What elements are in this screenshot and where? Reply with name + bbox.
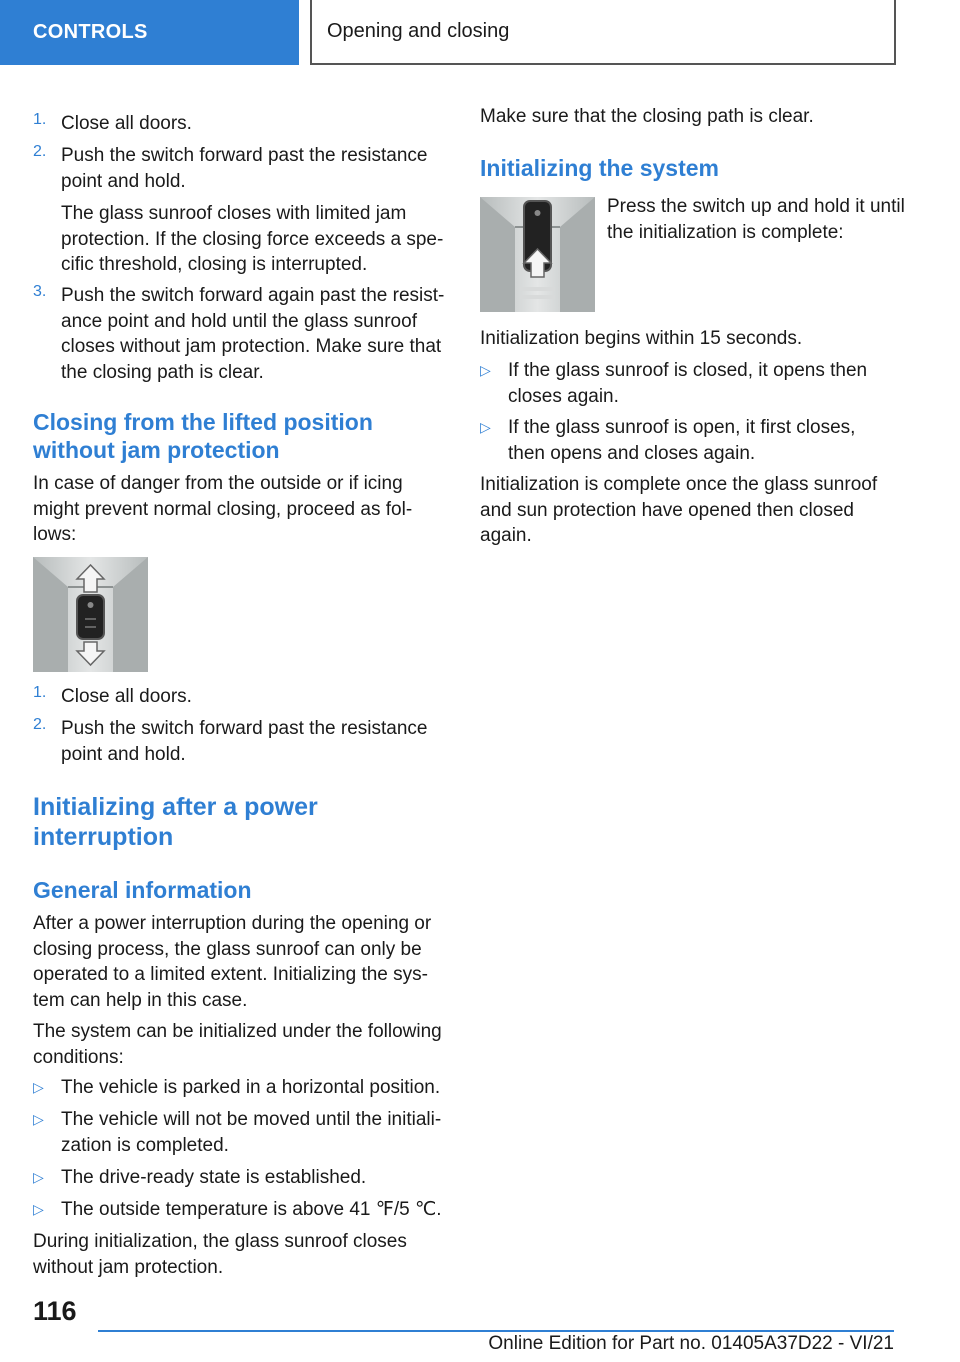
switch-up-down-illustration (33, 557, 148, 672)
paragraph-general-2: The system can be initialized under the following conditions: (33, 1021, 442, 1068)
step-number: 2. (33, 716, 47, 733)
paragraph-init-complete: Initialization is complete once the glass sunroof and sun protection have opened then closed again. (480, 474, 878, 546)
paragraph-init-begins: Initialization begins within 15 seconds. (480, 328, 803, 349)
paragraph-general-1: After a power interruption during the opening or closing process, the glass sunroof can only be operated to a limited extent. Initializing the system can help in this case. (33, 913, 432, 1011)
init-bullet-item (480, 358, 890, 409)
step-close-doors-b (33, 684, 449, 710)
paragraph-lifted: In case of danger from the outside or if icing might prevent normal closing, proceed as follows: (33, 473, 413, 545)
bullet-triangle-icon: ▷ (33, 1111, 44, 1127)
switch-up-illustration (480, 197, 595, 312)
step-text: Push the switch forward again past the resistance point and hold until the glass sunroof closes without jam protection. Make sure that the closing path is clear. (61, 285, 445, 383)
step-number: 3. (33, 283, 47, 300)
step-text: Push the switch forward past the resistance point and hold. (61, 145, 428, 192)
heading-general-information: General information (33, 877, 252, 903)
switch-up-image (480, 197, 595, 312)
header-section-title (310, 0, 896, 65)
condition-item (33, 1165, 449, 1191)
init-bullet-item (480, 415, 890, 466)
paragraph-during-init: During initialization, the glass sunroof closes without jam protection. (33, 1231, 407, 1278)
section-title: Opening and closing (327, 20, 510, 42)
step-number: 2. (33, 143, 47, 160)
condition-item (33, 1107, 449, 1158)
footer-divider (98, 1330, 894, 1332)
step-close-doors-a (33, 111, 449, 137)
step-push-switch-b (33, 716, 449, 767)
condition-item (33, 1197, 449, 1223)
init-bullet-text: If the glass sunroof is closed, it opens then closes again. (508, 360, 868, 407)
bullet-triangle-icon: ▷ (480, 362, 491, 378)
header-tab-controls: CONTROLS (0, 0, 299, 65)
condition-text: The drive-ready state is established. (61, 1167, 367, 1188)
step-number: 1. (33, 111, 47, 128)
heading-initializing-system: Initializing the system (480, 155, 719, 181)
bullet-triangle-icon: ▷ (33, 1169, 44, 1185)
footer-edition: Online Edition for Part no. 01405A37D22 - VI/21 (488, 1333, 894, 1354)
step-text: Close all doors. (61, 686, 192, 707)
switch-up-down-image (33, 557, 148, 672)
condition-text: The outside temperature is above 41 ℉/5 ℃. (61, 1199, 442, 1220)
step-text: Push the switch forward past the resistance point and hold. (61, 718, 428, 765)
step-number: 1. (33, 684, 47, 701)
step-push-switch-a (33, 143, 449, 194)
condition-item (33, 1075, 449, 1101)
bullet-triangle-icon: ▷ (480, 419, 491, 435)
condition-text: The vehicle is parked in a horizontal position. (61, 1077, 441, 1098)
step-text: Close all doors. (61, 113, 192, 134)
paragraph-press-switch: Press the switch up and hold it until the initialization is complete: (607, 196, 905, 243)
bullet-triangle-icon: ▷ (33, 1201, 44, 1217)
heading-power-interruption: Initializing after a power interruption (33, 793, 318, 851)
step-push-again (33, 283, 449, 385)
heading-lifted-position: Closing from the lifted position without jam protection (33, 409, 373, 463)
condition-text: The vehicle will not be moved until the initialization is completed. (61, 1109, 442, 1156)
bullet-triangle-icon: ▷ (33, 1079, 44, 1095)
page-number: 116 (33, 1296, 77, 1326)
init-bullet-text: If the glass sunroof is open, it first closes, then opens and closes again. (508, 417, 856, 464)
step-number (33, 201, 61, 278)
step-text: The glass sunroof closes with limited jam protection. If the closing force exceeds a specific threshold, closing is interrupted. (61, 203, 444, 275)
step-note-limited-jam (33, 201, 449, 278)
paragraph-closing-path: Make sure that the closing path is clear. (480, 106, 814, 127)
